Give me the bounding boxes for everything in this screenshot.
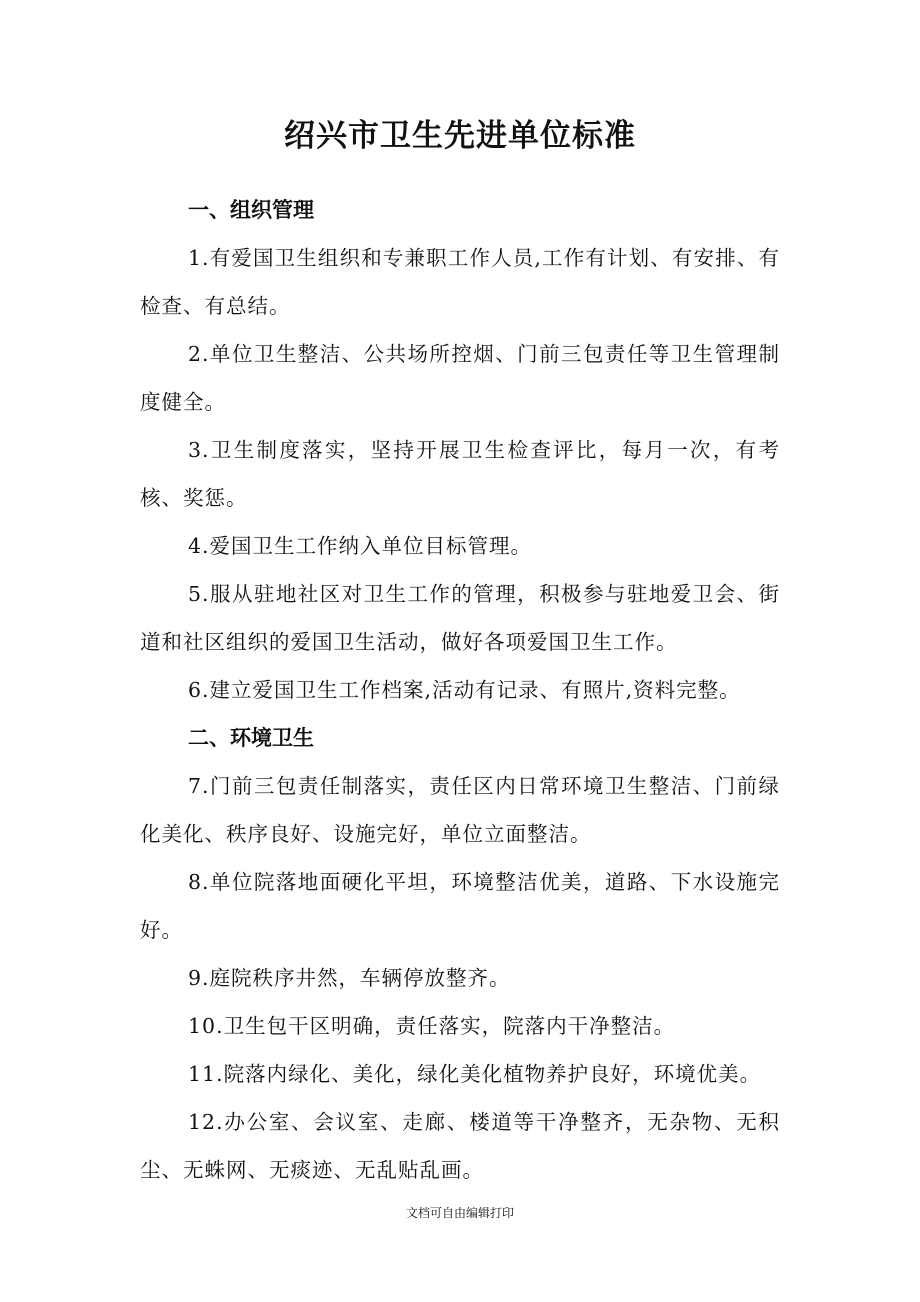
list-item: 7.门前三包责任制落实，责任区内日常环境卫生整洁、门前绿化美化、秩序良好、设施完好，单位立面整洁。 — [140, 774, 780, 846]
section-heading-organization: 一、组织管理 — [188, 198, 314, 222]
list-item: 11.院落内绿化、美化，绿化美化植物养护良好，环境优美。 — [188, 1062, 762, 1086]
page-title: 绍兴市卫生先进单位标准 — [284, 118, 636, 154]
list-item: 12.办公室、会议室、走廊、楼道等干净整齐，无杂物、无积尘、无蛛网、无痰迹、无乱贴乱画。 — [140, 1110, 780, 1182]
list-item: 6.建立爱国卫生工作档案,活动有记录、有照片,资料完整。 — [188, 678, 741, 702]
list-item: 2.单位卫生整洁、公共场所控烟、门前三包责任等卫生管理制度健全。 — [140, 342, 780, 414]
list-item: 10.卫生包干区明确，责任落实，院落内干净整洁。 — [188, 1014, 676, 1038]
list-item: 9.庭院秩序井然，车辆停放整齐。 — [188, 966, 511, 990]
document-body — [140, 186, 780, 1194]
list-item: 4.爱国卫生工作纳入单位目标管理。 — [188, 534, 533, 558]
page-footer: 文档可自由编辑打印 — [405, 1206, 514, 1220]
list-item: 5.服从驻地社区对卫生工作的管理，积极参与驻地爱卫会、街道和社区组织的爱国卫生活动，做好各项爱国卫生工作。 — [140, 582, 780, 654]
section-heading-environment: 二、环境卫生 — [188, 726, 314, 750]
list-item: 1.有爱国卫生组织和专兼职工作人员,工作有计划、有安排、有检查、有总结。 — [140, 246, 780, 318]
list-item: 8.单位院落地面硬化平坦，环境整洁优美，道路、下水设施完好。 — [140, 870, 780, 942]
list-item: 3.卫生制度落实，坚持开展卫生检查评比，每月一次，有考核、奖惩。 — [140, 438, 780, 510]
